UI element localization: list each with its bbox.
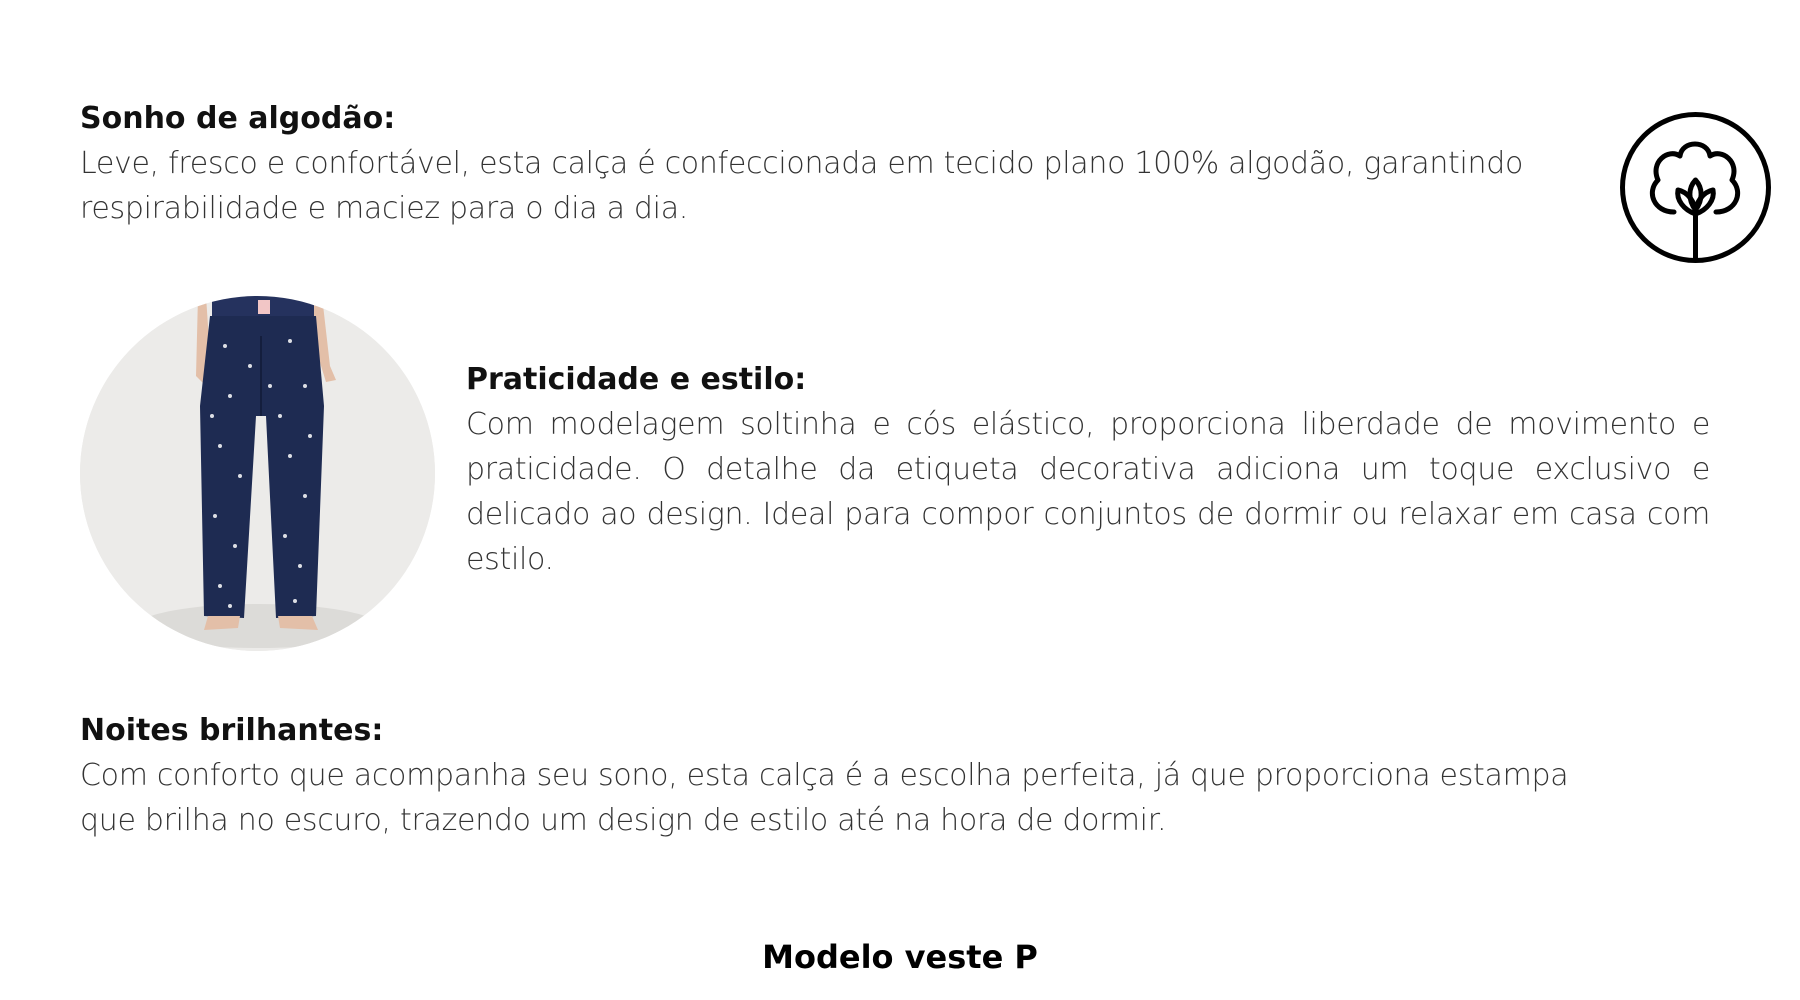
section-text: Com modelagem soltinha e cós elástico, proporciona liberdade de movimento e praticidade. O detalhe da etiqueta decorativa adiciona um toque exclusivo e delicado ao design. Ideal para compor conjuntos de dormir ou relaxar em casa com estilo. [466, 407, 1710, 577]
section-cotton [80, 96, 1550, 231]
section-text: Com conforto que acompanha seu sono, esta calça é a escolha perfeita, já que proporciona estampa que brilha no escuro, trazendo um design de estilo até na hora de dormir. [80, 758, 1569, 838]
model-size-note: Modelo veste P [762, 938, 1038, 976]
section-text: Leve, fresco e confortável, esta calça é confeccionada em tecido plano 100% algodão, garantindo respirabilidade e maciez para o dia a dia. [80, 146, 1524, 226]
cotton-flower-icon [1618, 110, 1773, 265]
section-nights [80, 708, 1620, 843]
section-title: Praticidade e estilo: [466, 362, 807, 397]
section-title: Noites brilhantes: [80, 713, 384, 748]
product-photo [80, 296, 435, 651]
section-title: Sonho de algodão: [80, 101, 396, 136]
section-practicality [466, 357, 1710, 582]
